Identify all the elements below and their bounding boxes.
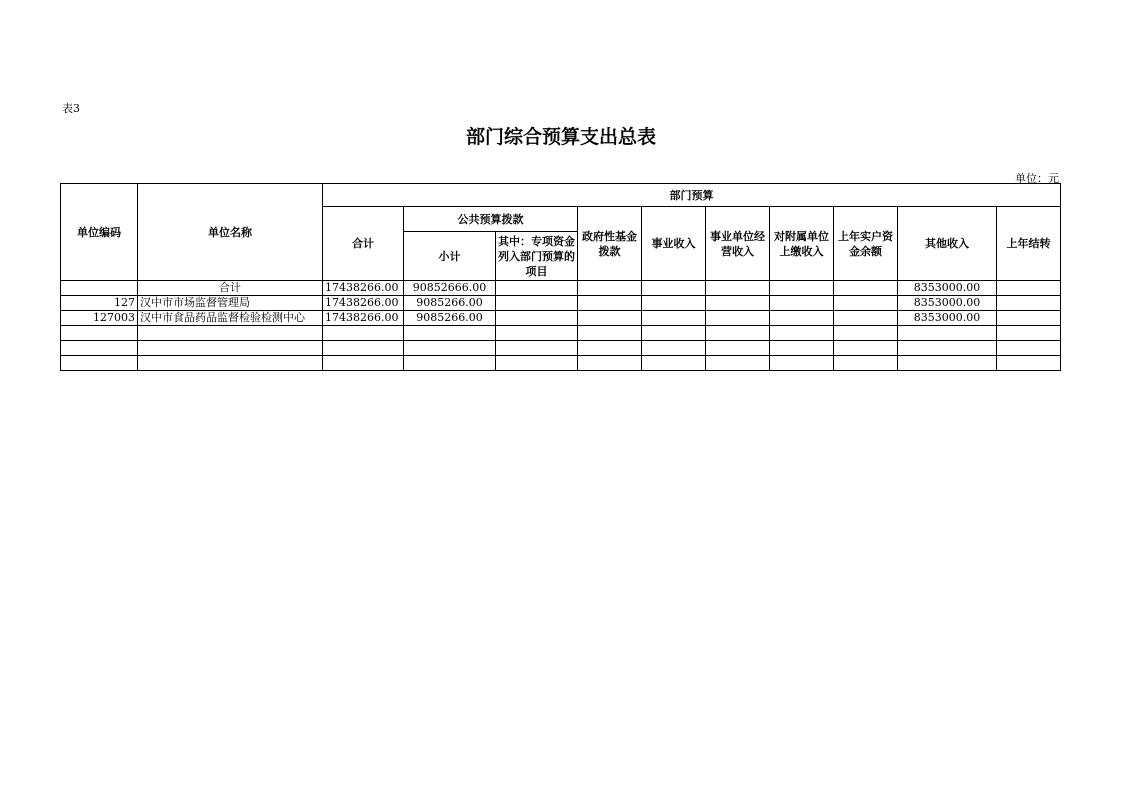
cell-prior-balance	[834, 311, 898, 326]
cell-code: 127	[61, 296, 138, 311]
cell-business-income	[642, 281, 706, 296]
header-prior-year-balance: 上年实户资金余额	[834, 207, 898, 281]
cell-special	[496, 311, 578, 326]
cell-total	[323, 326, 404, 341]
header-gov-fund: 政府性基金拨款	[578, 207, 642, 281]
cell-business-income	[642, 296, 706, 311]
table-row	[61, 341, 1061, 356]
cell-other-income	[898, 326, 997, 341]
cell-total: 17438266.00	[323, 311, 404, 326]
table-row	[61, 311, 1061, 326]
cell-business-income	[642, 311, 706, 326]
cell-other-income: 8353000.00	[898, 296, 997, 311]
cell-name	[138, 341, 323, 356]
header-unit-code: 单位编码	[61, 184, 138, 281]
cell-business-income	[642, 356, 706, 371]
table-row	[61, 296, 1061, 311]
cell-total	[323, 341, 404, 356]
cell-subordinate	[770, 296, 834, 311]
cell-other-income: 8353000.00	[898, 311, 997, 326]
cell-business-operating	[706, 296, 770, 311]
cell-subtotal: 9085266.00	[404, 296, 496, 311]
budget-table	[60, 183, 1061, 371]
cell-name	[138, 356, 323, 371]
cell-subtotal	[404, 356, 496, 371]
cell-gov-fund	[578, 356, 642, 371]
unit-label: 单位：元	[1015, 172, 1059, 185]
cell-subordinate	[770, 311, 834, 326]
cell-total: 17438266.00	[323, 296, 404, 311]
header-public-budget: 公共预算拨款	[404, 207, 578, 232]
cell-other-income: 8353000.00	[898, 281, 997, 296]
cell-subordinate	[770, 356, 834, 371]
cell-gov-fund	[578, 311, 642, 326]
cell-business-operating	[706, 311, 770, 326]
cell-special	[496, 296, 578, 311]
cell-carryover	[997, 326, 1061, 341]
cell-prior-balance	[834, 356, 898, 371]
cell-name: 汉中市市场监督管理局	[138, 296, 323, 311]
cell-business-income	[642, 341, 706, 356]
cell-special	[496, 281, 578, 296]
cell-prior-balance	[834, 281, 898, 296]
cell-gov-fund	[578, 341, 642, 356]
cell-other-income	[898, 356, 997, 371]
cell-subtotal	[404, 341, 496, 356]
header-dept-budget: 部门预算	[323, 184, 1061, 207]
header-subtotal: 小计	[404, 232, 496, 281]
header-unit-name: 单位名称	[138, 184, 323, 281]
cell-carryover	[997, 281, 1061, 296]
cell-subordinate	[770, 326, 834, 341]
cell-code: 127003	[61, 311, 138, 326]
sheet-label: 表3	[62, 102, 80, 115]
cell-prior-balance	[834, 341, 898, 356]
cell-total	[323, 356, 404, 371]
cell-carryover	[997, 341, 1061, 356]
cell-code	[61, 281, 138, 296]
cell-name	[138, 326, 323, 341]
cell-prior-balance	[834, 296, 898, 311]
header-subordinate-payment: 对附属单位上缴收入	[770, 207, 834, 281]
cell-carryover	[997, 356, 1061, 371]
cell-special	[496, 341, 578, 356]
table-row	[61, 281, 1061, 296]
table-row	[61, 326, 1061, 341]
header-prior-carryover: 上年结转	[997, 207, 1061, 281]
header-business-operating: 事业单位经营收入	[706, 207, 770, 281]
cell-business-operating	[706, 341, 770, 356]
cell-gov-fund	[578, 296, 642, 311]
cell-business-income	[642, 326, 706, 341]
cell-subtotal	[404, 326, 496, 341]
cell-code	[61, 341, 138, 356]
cell-gov-fund	[578, 281, 642, 296]
cell-business-operating	[706, 326, 770, 341]
cell-prior-balance	[834, 326, 898, 341]
cell-name: 合计	[138, 281, 323, 296]
table-row	[61, 356, 1061, 371]
header-special-funds: 其中：专项资金列入部门预算的项目	[496, 232, 578, 281]
page-title: 部门综合预算支出总表	[465, 126, 656, 148]
header-other-income: 其他收入	[898, 207, 997, 281]
cell-name: 汉中市食品药品监督检验检测中心	[138, 311, 323, 326]
cell-gov-fund	[578, 326, 642, 341]
cell-carryover	[997, 311, 1061, 326]
cell-subordinate	[770, 341, 834, 356]
header-business-income: 事业收入	[642, 207, 706, 281]
cell-business-operating	[706, 281, 770, 296]
cell-other-income	[898, 341, 997, 356]
cell-special	[496, 356, 578, 371]
cell-subtotal: 9085266.00	[404, 311, 496, 326]
cell-total: 17438266.00	[323, 281, 404, 296]
cell-special	[496, 326, 578, 341]
cell-subtotal: 90852666.00	[404, 281, 496, 296]
cell-carryover	[997, 296, 1061, 311]
cell-code	[61, 326, 138, 341]
cell-business-operating	[706, 356, 770, 371]
header-total: 合计	[323, 207, 404, 281]
cell-subordinate	[770, 281, 834, 296]
cell-code	[61, 356, 138, 371]
